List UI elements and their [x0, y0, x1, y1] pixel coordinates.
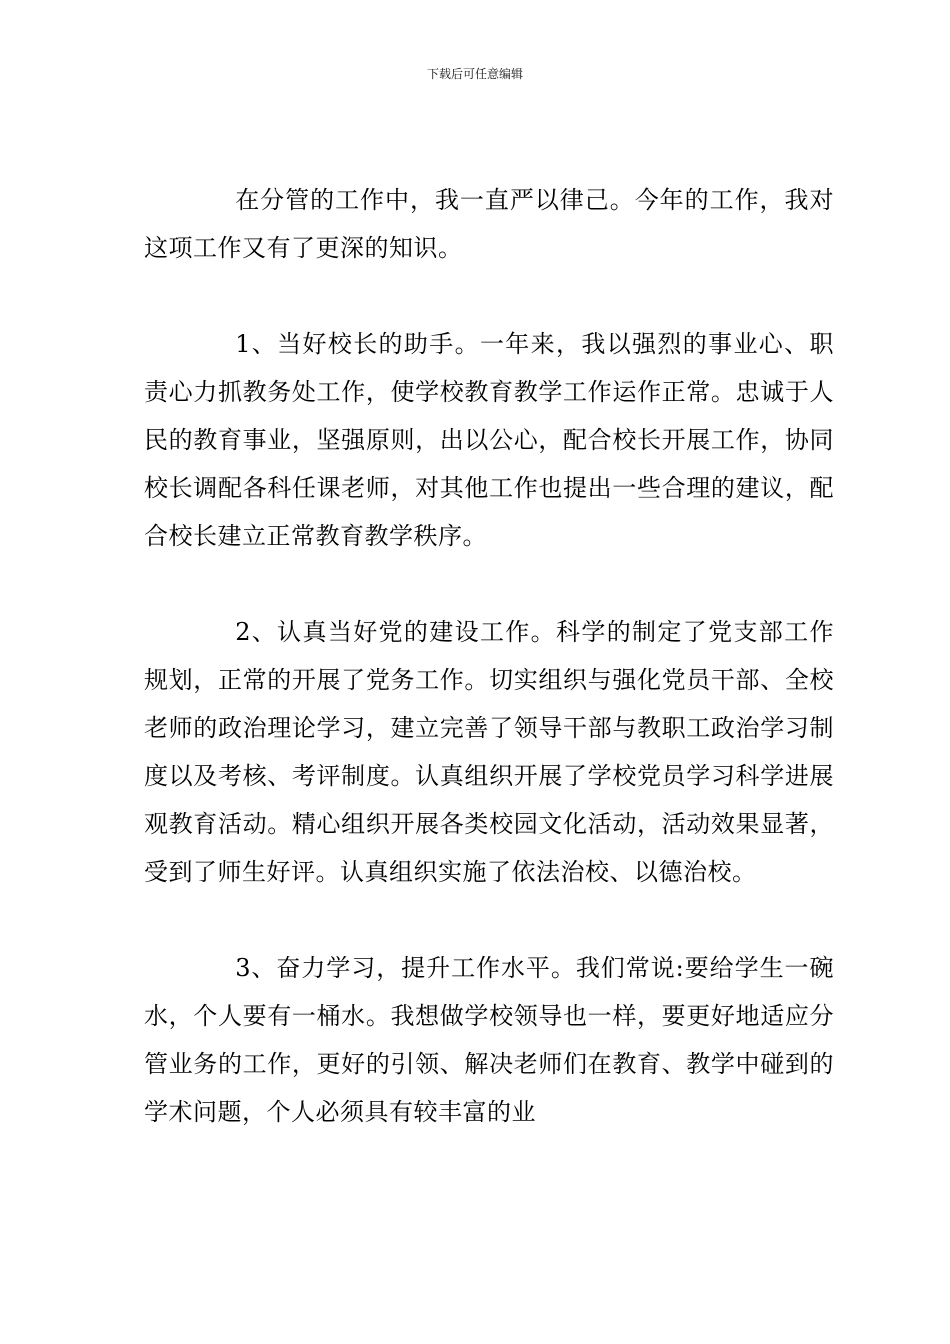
page-header: 下载后可任意编辑: [426, 67, 523, 81]
paragraph-item-1: 1、当好校长的助手。一年来，我以强烈的事业心、职责心力抓教务处工作，使学校教育教学工作运作正常。忠诚于人民的教育事业，坚强原则，出以公心，配合校长开展工作，协同校长调配各科任课老师，对其他工作也提出一些合理的建议，配合校长建立正常教育教学秩序。: [144, 330, 834, 550]
paragraph-intro: 在分管的工作中，我一直严以律己。今年的工作，我对这项工作又有了更深的知识。: [144, 186, 834, 262]
paragraph-item-2: 2、认真当好党的建设工作。科学的制定了党支部工作规划，正常的开展了党务工作。切实组织与强化党员干部、全校老师的政治理论学习，建立完善了领导干部与教职工政治学习制度以及考核、考评制度。认真组织开展了学校党员学习科学进展观教育活动。精心组织开展各类校园文化活动，活动效果显著，受到了师生好评。认真组织实施了依法治校、以德治校。: [144, 618, 834, 886]
document-body: [144, 176, 834, 1136]
paragraph-item-3: 3、奋力学习，提升工作水平。我们常说:要给学生一碗水，个人要有一桶水。我想做学校领导也一样，要更好地适应分管业务的工作，更好的引领、解决老师们在教育、教学中碰到的学术问题，个人必须具有较丰富的业: [144, 954, 834, 1126]
